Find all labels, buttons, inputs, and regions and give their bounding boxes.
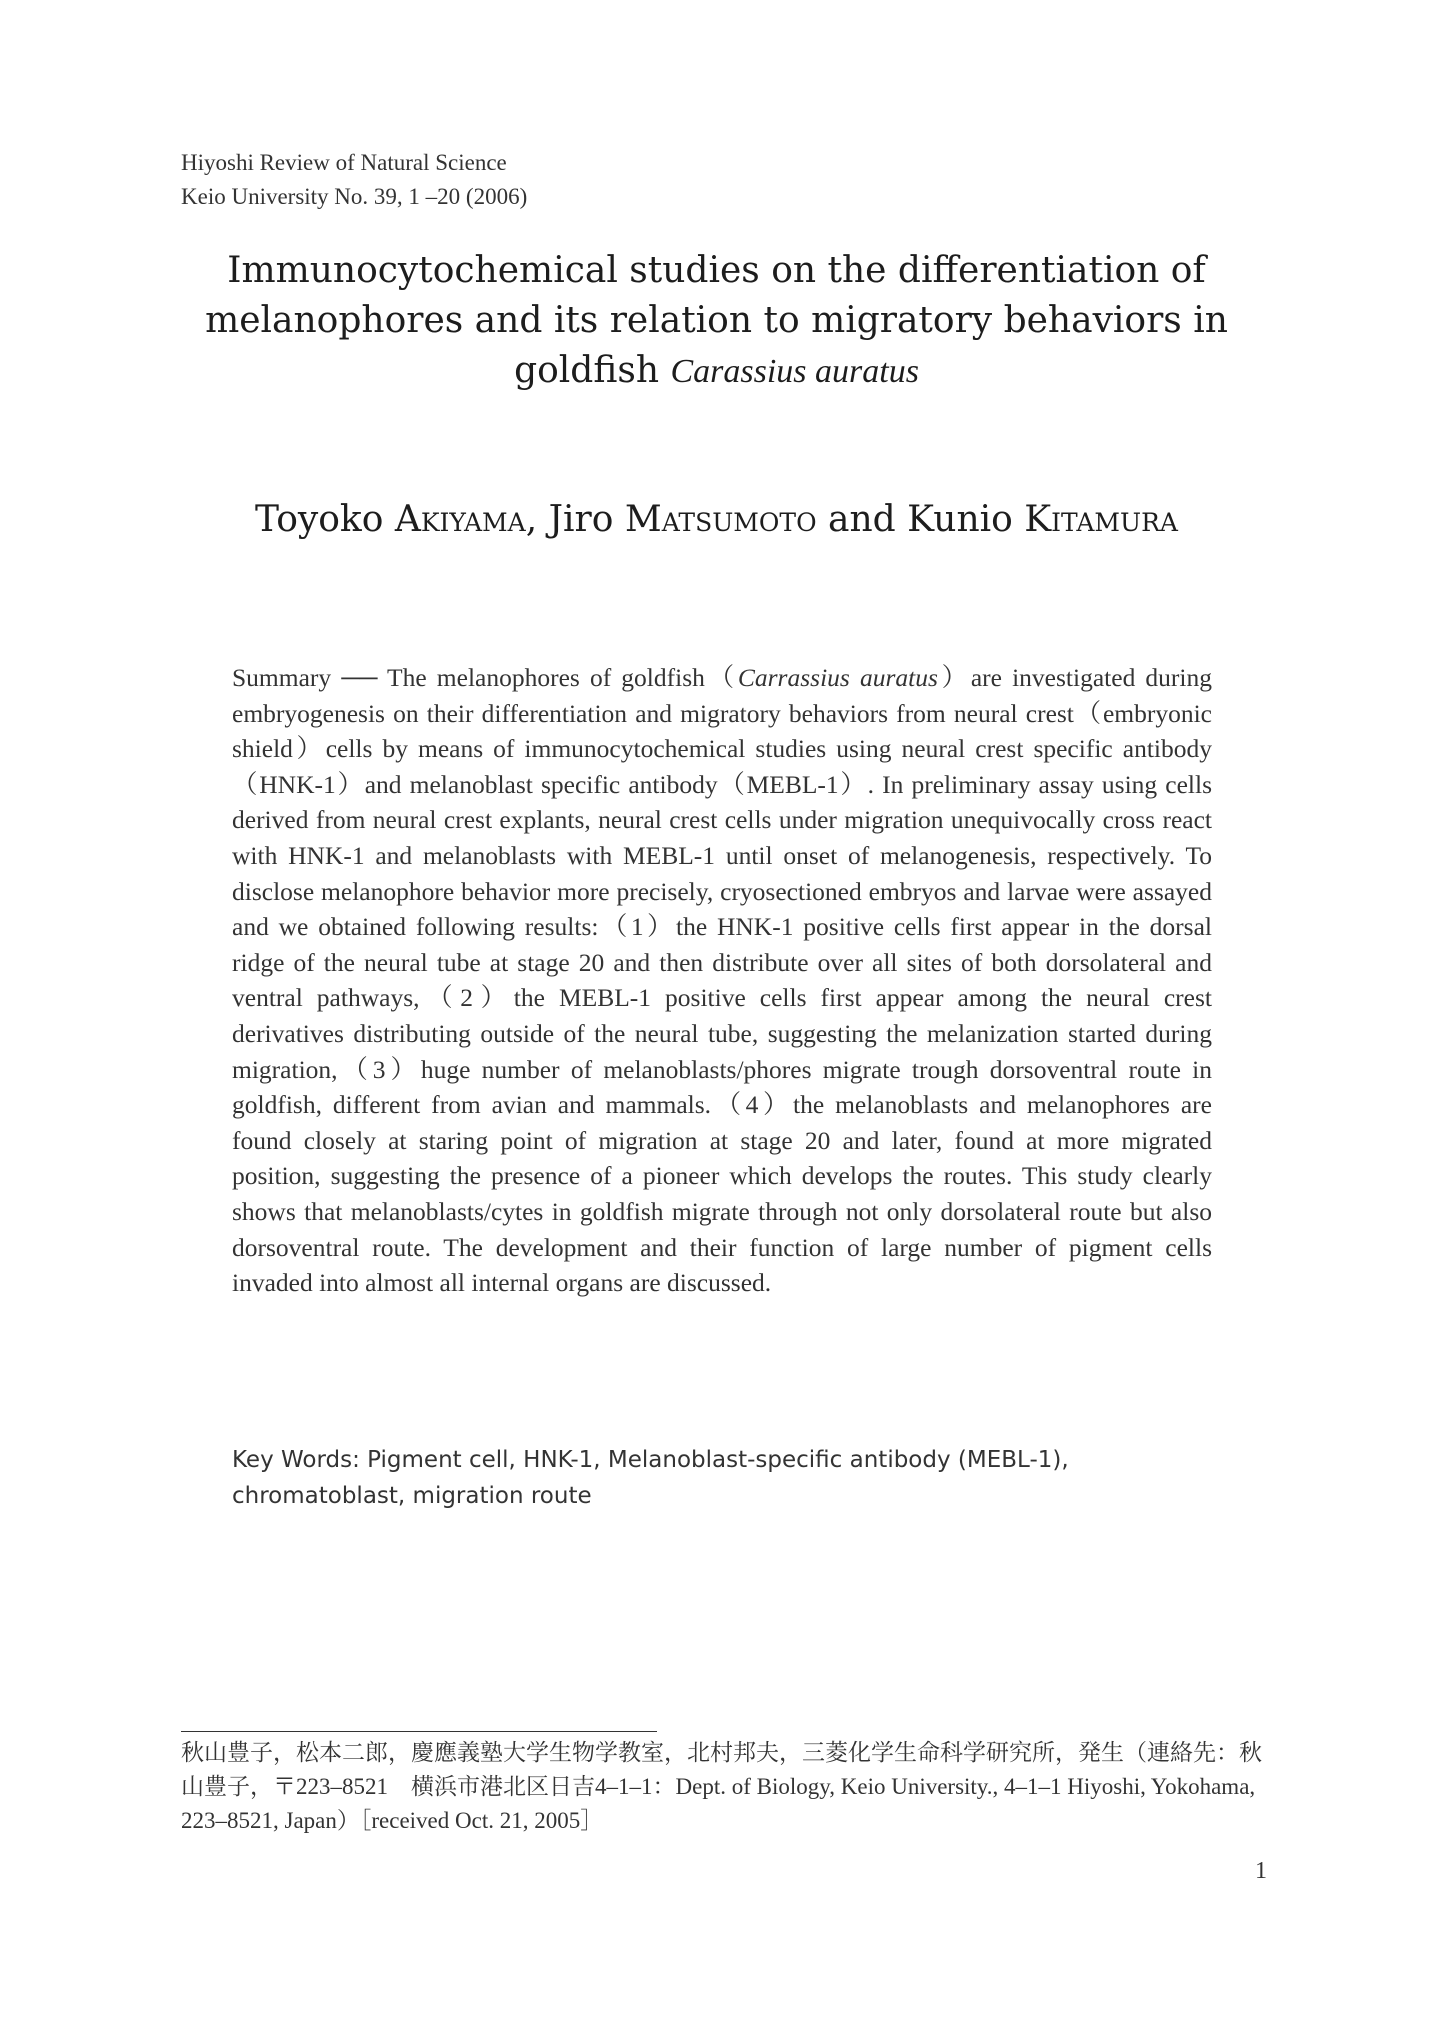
summary-lead: Summary ── The melanophores of goldfish（: [232, 663, 738, 692]
summary-paragraph: [232, 660, 1212, 1301]
summary-species: Carrassius auratus: [737, 663, 938, 692]
page-number: 1: [1255, 1858, 1267, 1884]
paper-title-main: Immunocytochemical studies on the differentiation of melanophores and its relation to migratory behaviors in goldfish: [205, 250, 1228, 391]
author-3-family: Kitamura: [1024, 499, 1178, 540]
paper-title: [160, 246, 1273, 397]
author-separator: ,: [525, 499, 549, 540]
paper-title-species: Carassius auratus: [670, 353, 919, 390]
journal-name: Hiyoshi Review of Natural Science: [181, 150, 507, 175]
author-list: [160, 495, 1273, 545]
author-2-family: Matsumoto: [624, 499, 817, 540]
journal-header: [181, 146, 527, 214]
author-1-given: Toyoko: [255, 499, 384, 540]
summary-body: ）are investigated during embryogenesis on their differentiation and migratory behaviors from neural crest（embryonic shield）cells by means of immunocytochemical studies using neural crest specific antibody（HNK-1）and melanoblast specific antibody（MEBL-1）. In preliminary assay using cells derived from neural crest explants, neural crest cells under migration unequivocally cross react with HNK-1 and melanoblasts with MEBL-1 until onset of melanogenesis, respectively. To disclose melanophore behavior more precisely, cryosectioned embryos and larvae were assayed and we obtained following results:（1）the HNK-1 positive cells first appear in the dorsal ridge of the neural tube at stage 20 and then distribute over all sites of both dorsolateral and ventral pathways,（2）the MEBL-1 positive cells first appear among the neural crest derivatives distributing outside of the neural tube, suggesting the melanization started during migration,（3）huge number of melanoblasts/phores migrate trough dorsoventral route in goldfish, different from avian and mammals.（4）the melanoblasts and melanophores are found closely at staring point of migration at stage 20 and later, found at more migrated position, suggesting the presence of a pioneer which develops the routes. This study clearly shows that melanoblasts/cytes in goldfish migrate through not only dorsolateral route but also dorsoventral route. The development and their function of large number of pigment cells invaded into almost all internal organs are discussed.: [232, 663, 1213, 1298]
footnote-divider: [181, 1731, 657, 1732]
author-affiliation-footnote: 秋山豊子，松本二郎，慶應義塾大学生物学教室，北村邦夫，三菱化学生命科学研究所，発生（連絡先：秋山豊子，〒223–8521 横浜市港北区日吉4–1–1：Dept. of Biology, Keio University., 4–1–1 Hiyoshi, Yokohama, 223–8521, Japan）［received Oct. 21, 2005］: [181, 1740, 1262, 1833]
author-1-family: Akiyama: [394, 499, 526, 540]
keywords: Key Words: Pigment cell, HNK-1, Melanoblast-specific antibody (MEBL-1), chromatoblast, migration route: [232, 1447, 1069, 1509]
author-3-given: Kunio: [907, 499, 1013, 540]
author-conjunction: and: [816, 499, 908, 540]
journal-issue: Keio University No. 39, 1 –20 (2006): [181, 184, 528, 209]
author-2-given: Jiro: [548, 499, 614, 540]
